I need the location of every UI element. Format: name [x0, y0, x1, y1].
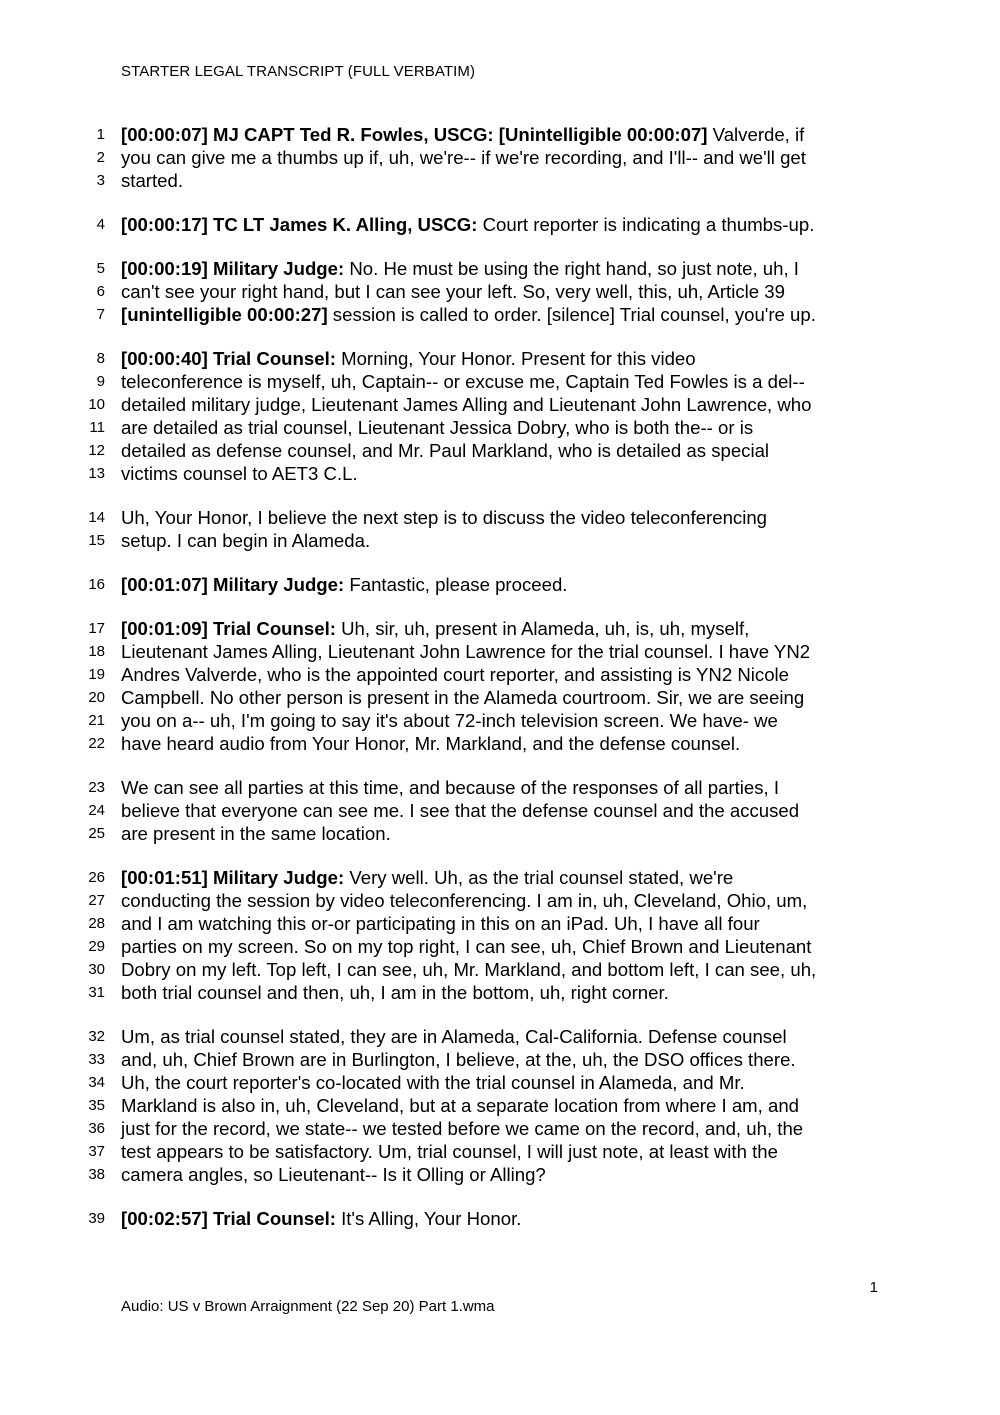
transcript-paragraph	[0, 123, 1000, 192]
spoken-text: you on a-- uh, I'm going to say it's about 72-inch television screen. We have- we	[121, 710, 778, 731]
spoken-text: believe that everyone can see me. I see that the defense counsel and the accused	[121, 800, 800, 821]
line-number: 21	[88, 712, 105, 729]
line-text	[121, 958, 816, 981]
line-number: 31	[88, 984, 105, 1001]
spoken-text: just for the record, we state-- we tested before we came on the record, and, uh, the	[121, 1118, 804, 1139]
spoken-text: Dobry on my left. Top left, I can see, uh, Mr. Markland, and bottom left, I can see, uh,	[121, 959, 817, 980]
transcript-paragraph	[0, 866, 1000, 1004]
line-number: 26	[88, 869, 105, 886]
line-text	[121, 462, 358, 485]
spoken-text: Campbell. No other person is present in the Alameda courtroom. Sir, we are seeing	[121, 687, 805, 708]
line-text	[121, 799, 799, 822]
line-text	[121, 912, 760, 935]
transcript-line	[0, 732, 1000, 755]
line-text	[121, 709, 778, 732]
line-number: 30	[88, 961, 105, 978]
line-number: 35	[88, 1097, 105, 1114]
line-text	[121, 866, 733, 889]
line-text	[121, 169, 183, 192]
transcript-line	[0, 1140, 1000, 1163]
spoken-text: Fantastic, please proceed.	[344, 574, 568, 595]
transcript-line	[0, 822, 1000, 845]
line-text	[121, 393, 811, 416]
line-text	[121, 573, 567, 596]
line-number: 12	[88, 442, 105, 459]
line-number: 8	[96, 350, 105, 367]
speaker-label: [00:01:09] Trial Counsel:	[121, 618, 336, 639]
speaker-label: [unintelligible 00:00:27]	[121, 304, 328, 325]
document-header: STARTER LEGAL TRANSCRIPT (FULL VERBATIM)	[121, 63, 476, 80]
line-text	[121, 1207, 521, 1230]
line-text	[121, 416, 753, 439]
line-text	[121, 370, 805, 393]
spoken-text: Lieutenant James Alling, Lieutenant John Lawrence for the trial counsel. I have YN2	[121, 641, 811, 662]
transcript-line	[0, 866, 1000, 889]
spoken-text: detailed military judge, Lieutenant James Alling and Lieutenant John Lawrence, who	[121, 394, 812, 415]
line-number: 20	[88, 689, 105, 706]
line-text	[121, 1025, 787, 1048]
transcript-line	[0, 280, 1000, 303]
transcript-paragraph	[0, 347, 1000, 485]
transcript-line	[0, 617, 1000, 640]
speaker-label: [00:00:17] TC LT James K. Alling, USCG:	[121, 214, 478, 235]
line-text	[121, 686, 804, 709]
spoken-text: Valverde, if	[707, 124, 805, 145]
line-text	[121, 257, 799, 280]
line-text	[121, 506, 767, 529]
line-number: 22	[88, 735, 105, 752]
line-number: 3	[96, 172, 105, 189]
line-text	[121, 732, 740, 755]
spoken-text: Andres Valverde, who is the appointed court reporter, and assisting is YN2 Nicole	[121, 664, 790, 685]
line-number: 15	[88, 532, 105, 549]
line-text	[121, 1117, 803, 1140]
line-number: 32	[88, 1028, 105, 1045]
spoken-text: Um, as trial counsel stated, they are in Alameda, Cal-California. Defense counsel	[121, 1026, 787, 1047]
line-number: 38	[88, 1166, 105, 1183]
line-text	[121, 776, 779, 799]
spoken-text: camera angles, so Lieutenant-- Is it Olling or Alling?	[121, 1164, 546, 1185]
transcript-line	[0, 416, 1000, 439]
line-text	[121, 663, 789, 686]
line-number: 36	[88, 1120, 105, 1137]
transcript-line	[0, 213, 1000, 236]
transcript-paragraph	[0, 776, 1000, 845]
transcript-line	[0, 640, 1000, 663]
line-number: 34	[88, 1074, 105, 1091]
transcript-line	[0, 958, 1000, 981]
line-number: 10	[88, 396, 105, 413]
spoken-text: victims counsel to AET3 C.L.	[121, 463, 358, 484]
line-number: 9	[96, 373, 105, 390]
speaker-label: [00:00:40] Trial Counsel:	[121, 348, 336, 369]
spoken-text: We can see all parties at this time, and because of the responses of all parties, I	[121, 777, 780, 798]
line-number: 13	[88, 465, 105, 482]
line-text	[121, 889, 807, 912]
spoken-text: Court reporter is indicating a thumbs-up.	[477, 214, 815, 235]
line-number: 11	[89, 419, 105, 436]
spoken-text: It's Alling, Your Honor.	[335, 1208, 522, 1229]
document-footer: Audio: US v Brown Arraignment (22 Sep 20) Part 1.wma	[121, 1298, 495, 1315]
spoken-text: Markland is also in, uh, Cleveland, but at a separate location from where I am, and	[121, 1095, 799, 1116]
speaker-label: [00:02:57] Trial Counsel:	[121, 1208, 336, 1229]
line-number: 18	[88, 643, 105, 660]
transcript-paragraph	[0, 213, 1000, 236]
transcript-paragraph	[0, 506, 1000, 552]
line-number: 23	[88, 779, 105, 796]
line-text	[121, 529, 370, 552]
transcript-line	[0, 912, 1000, 935]
line-text	[121, 640, 810, 663]
line-number: 33	[88, 1051, 105, 1068]
spoken-text: Morning, Your Honor. Present for this video	[335, 348, 696, 369]
line-number: 39	[88, 1210, 105, 1227]
transcript-line	[0, 1207, 1000, 1230]
transcript-paragraph	[0, 1025, 1000, 1186]
transcript-line	[0, 1094, 1000, 1117]
transcript-line	[0, 123, 1000, 146]
line-text	[121, 935, 811, 958]
transcript-line	[0, 1117, 1000, 1140]
spoken-text: and, uh, Chief Brown are in Burlington, I believe, at the, uh, the DSO offices there.	[121, 1049, 796, 1070]
spoken-text: session is called to order. [silence] Trial counsel, you're up.	[327, 304, 816, 325]
transcript-line	[0, 393, 1000, 416]
transcript-paragraph	[0, 573, 1000, 596]
transcript-line	[0, 663, 1000, 686]
line-text	[121, 213, 814, 236]
spoken-text: setup. I can begin in Alameda.	[121, 530, 371, 551]
transcript-line	[0, 709, 1000, 732]
transcript-paragraph	[0, 257, 1000, 326]
line-text	[121, 439, 769, 462]
transcript-line	[0, 1071, 1000, 1094]
line-text	[121, 303, 816, 326]
line-number: 5	[96, 260, 105, 277]
spoken-text: are present in the same location.	[121, 823, 391, 844]
line-number: 4	[96, 216, 105, 233]
spoken-text: are detailed as trial counsel, Lieutenant Jessica Dobry, who is both the-- or is	[121, 417, 754, 438]
spoken-text: Uh, the court reporter's co-located with the trial counsel in Alameda, and Mr.	[121, 1072, 745, 1093]
transcript-line	[0, 462, 1000, 485]
transcript-paragraph	[0, 617, 1000, 755]
line-number: 6	[96, 283, 105, 300]
line-text	[121, 981, 669, 1004]
line-number: 14	[88, 509, 105, 526]
line-text	[121, 347, 696, 370]
speaker-label: [00:01:51] Military Judge:	[121, 867, 345, 888]
transcript-line	[0, 529, 1000, 552]
spoken-text: parties on my screen. So on my top right, I can see, uh, Chief Brown and Lieutenant	[121, 936, 812, 957]
line-text	[121, 123, 804, 146]
spoken-text: Very well. Uh, as the trial counsel stated, we're	[344, 867, 734, 888]
line-number: 37	[88, 1143, 105, 1160]
transcript-line	[0, 303, 1000, 326]
line-text	[121, 280, 785, 303]
transcript-line	[0, 146, 1000, 169]
transcript-line	[0, 981, 1000, 1004]
spoken-text: Uh, sir, uh, present in Alameda, uh, is, uh, myself,	[335, 618, 750, 639]
spoken-text: you can give me a thumbs up if, uh, we're-- if we're recording, and I'll-- and we'll get	[121, 147, 806, 168]
page-number: 1	[869, 1279, 878, 1296]
line-text	[121, 1140, 778, 1163]
transcript-line	[0, 439, 1000, 462]
line-text	[121, 822, 391, 845]
line-text	[121, 1048, 796, 1071]
transcript-line	[0, 370, 1000, 393]
line-number: 27	[88, 892, 105, 909]
spoken-text: detailed as defense counsel, and Mr. Paul Markland, who is detailed as special	[121, 440, 770, 461]
line-text	[121, 617, 749, 640]
transcript-line	[0, 573, 1000, 596]
transcript-line	[0, 1025, 1000, 1048]
transcript-line	[0, 257, 1000, 280]
transcript-body	[0, 123, 1000, 1251]
line-text	[121, 1163, 546, 1186]
spoken-text: started.	[121, 170, 184, 191]
transcript-line	[0, 1163, 1000, 1186]
speaker-label: [00:00:07] MJ CAPT Ted R. Fowles, USCG: [Unintelligible 00:00:07]	[121, 124, 708, 145]
transcript-line	[0, 799, 1000, 822]
transcript-line	[0, 776, 1000, 799]
line-number: 1	[96, 126, 105, 143]
spoken-text: both trial counsel and then, uh, I am in the bottom, uh, right corner.	[121, 982, 669, 1003]
spoken-text: test appears to be satisfactory. Um, trial counsel, I will just note, at least with the	[121, 1141, 778, 1162]
transcript-paragraph	[0, 1207, 1000, 1230]
spoken-text: No. He must be using the right hand, so just note, uh, I	[344, 258, 799, 279]
spoken-text: and I am watching this or-or participating in this on an iPad. Uh, I have all four	[121, 913, 760, 934]
transcript-line	[0, 889, 1000, 912]
line-number: 29	[88, 938, 105, 955]
line-number: 19	[88, 666, 105, 683]
spoken-text: can't see your right hand, but I can see your left. So, very well, this, uh, Article 39	[121, 281, 785, 302]
line-number: 16	[88, 576, 105, 593]
line-number: 24	[88, 802, 105, 819]
spoken-text: have heard audio from Your Honor, Mr. Markland, and the defense counsel.	[121, 733, 741, 754]
spoken-text: Uh, Your Honor, I believe the next step is to discuss the video teleconferencing	[121, 507, 768, 528]
speaker-label: [00:00:19] Military Judge:	[121, 258, 345, 279]
line-number: 2	[96, 149, 105, 166]
line-text	[121, 146, 806, 169]
transcript-line	[0, 169, 1000, 192]
line-number: 7	[96, 306, 105, 323]
line-number: 28	[88, 915, 105, 932]
line-number: 17	[88, 620, 105, 637]
line-text	[121, 1094, 799, 1117]
line-number: 25	[88, 825, 105, 842]
transcript-line	[0, 686, 1000, 709]
transcript-line	[0, 347, 1000, 370]
spoken-text: conducting the session by video teleconferencing. I am in, uh, Cleveland, Ohio, um,	[121, 890, 808, 911]
line-text	[121, 1071, 745, 1094]
transcript-line	[0, 506, 1000, 529]
speaker-label: [00:01:07] Military Judge:	[121, 574, 345, 595]
transcript-line	[0, 1048, 1000, 1071]
transcript-line	[0, 935, 1000, 958]
spoken-text: teleconference is myself, uh, Captain-- or excuse me, Captain Ted Fowles is a del--	[121, 371, 805, 392]
